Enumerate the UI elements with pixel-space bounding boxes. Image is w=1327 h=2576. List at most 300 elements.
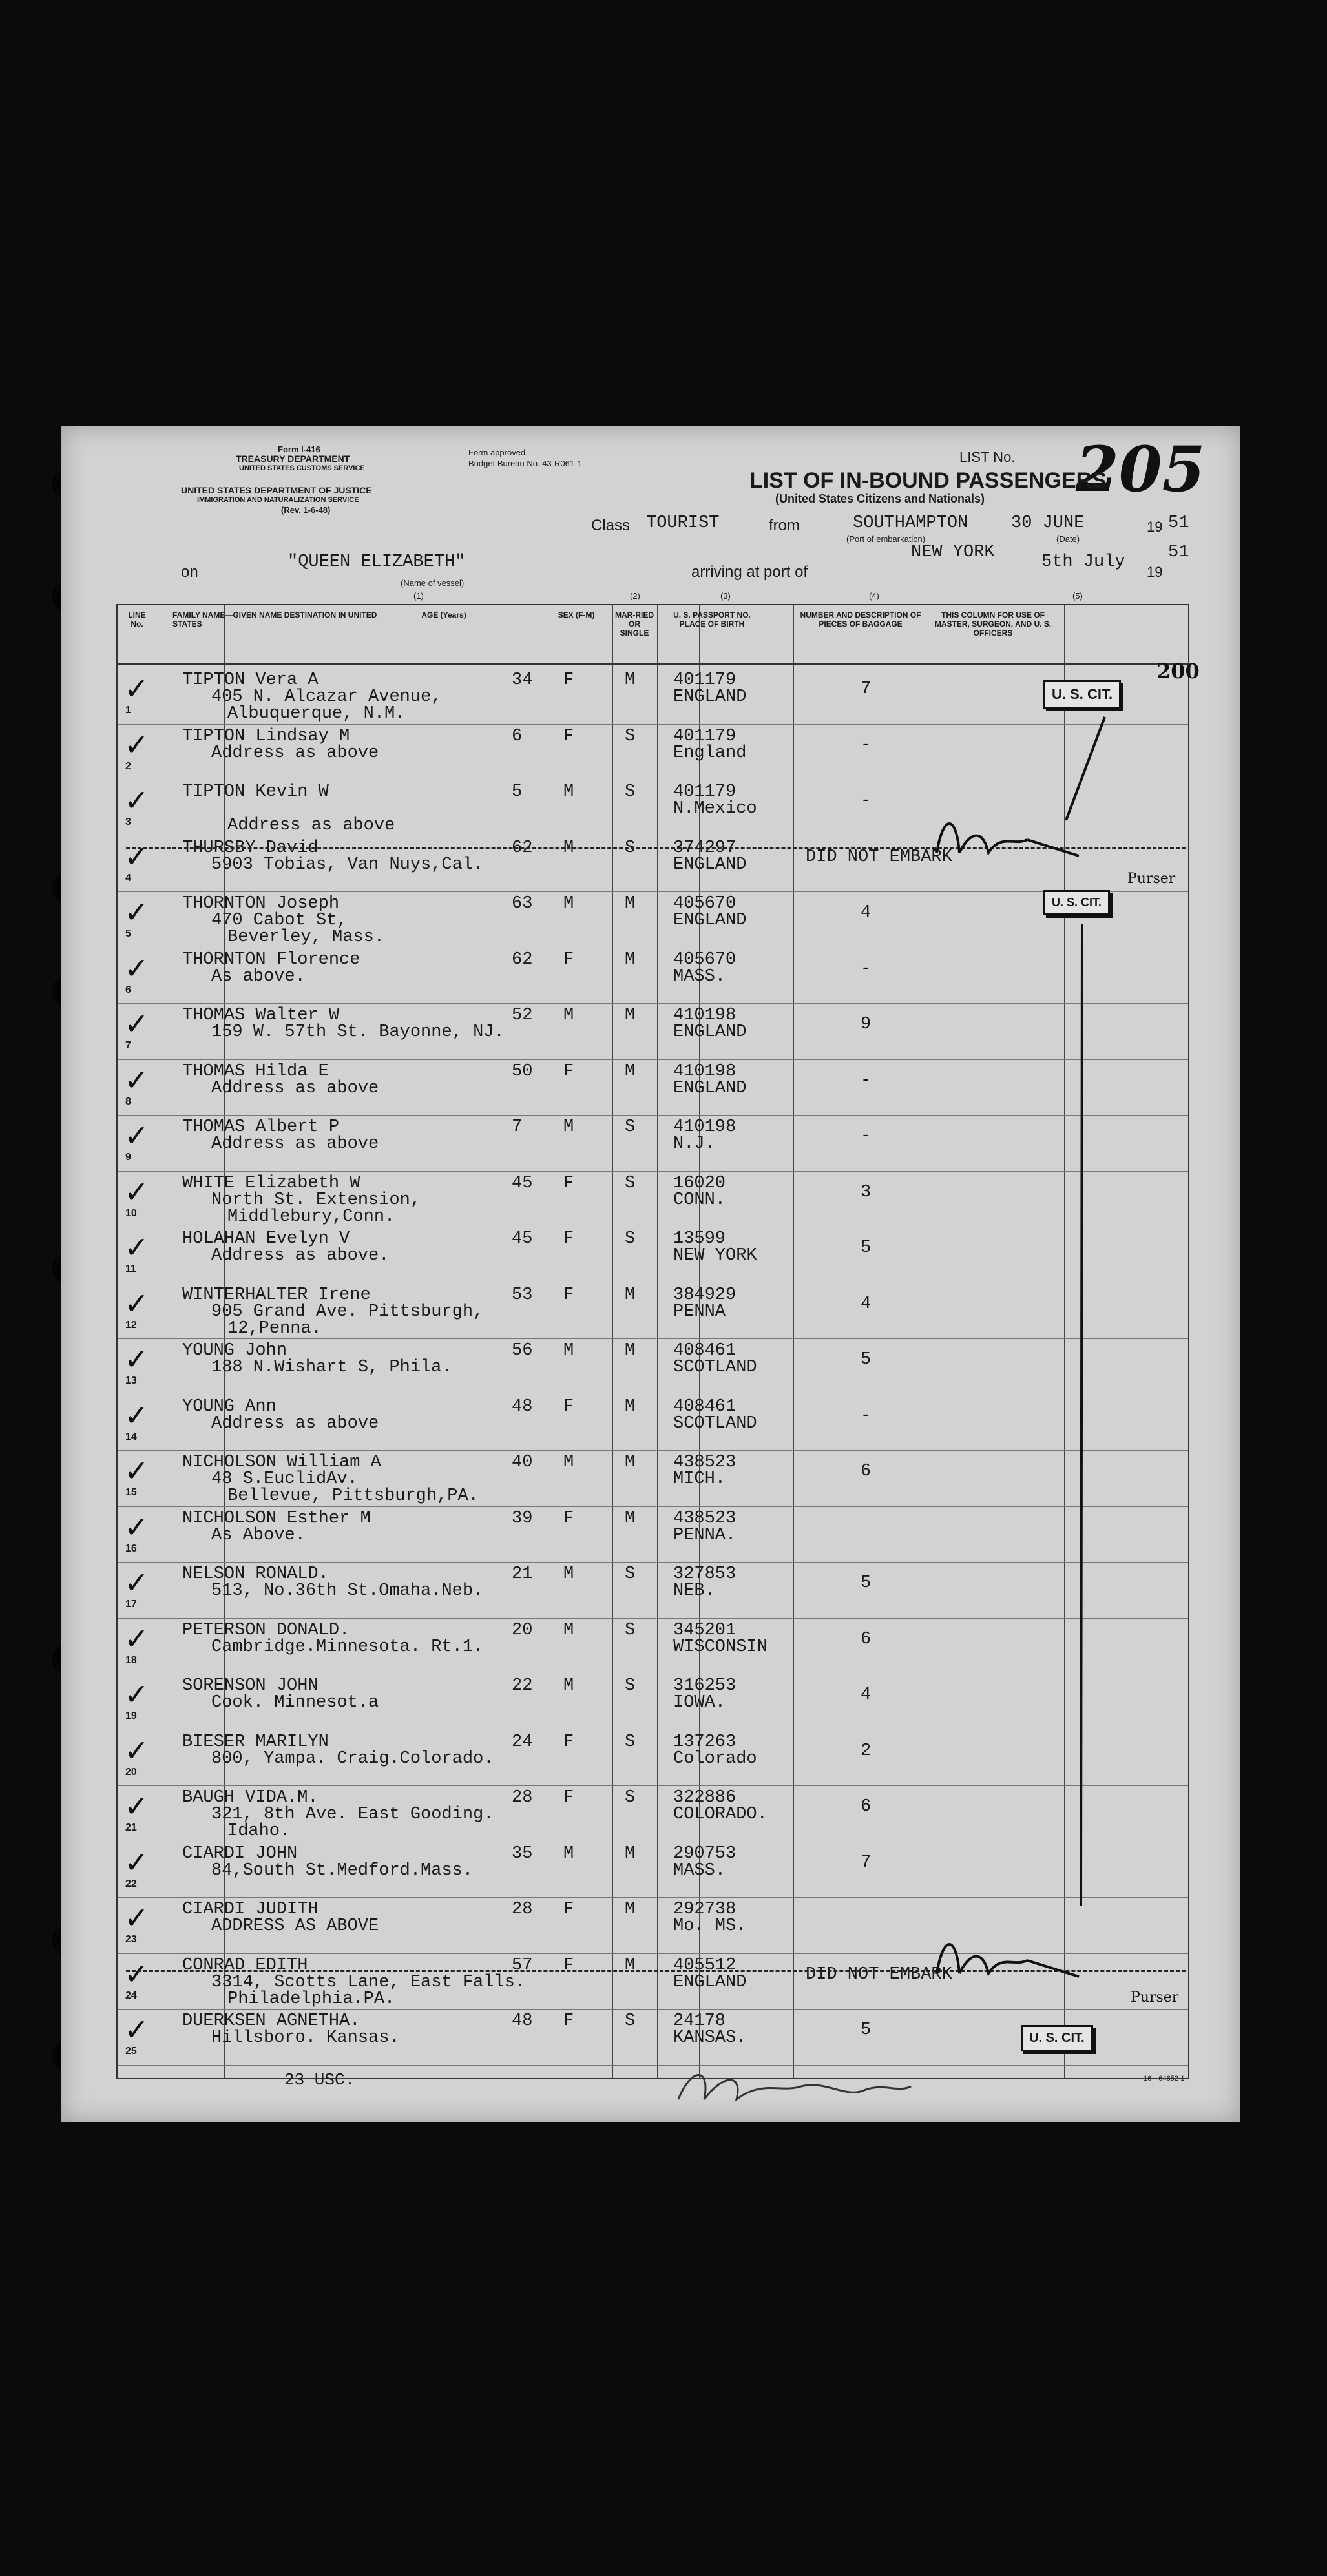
manifest-title: LIST OF IN-BOUND PASSENGERS (749, 468, 1107, 493)
table-row (118, 1283, 1188, 1340)
passport-number: 24178 (673, 2011, 726, 2031)
passport-number: 438523 (673, 1508, 737, 1528)
place-of-birth: SCOTLAND (673, 1358, 757, 1377)
baggage: 6 (861, 1462, 872, 1481)
baggage: 4 (861, 903, 872, 922)
passenger-age: 45 (512, 1229, 533, 1249)
table-row (118, 1172, 1188, 1228)
passenger-name: THORNTON Florence (182, 950, 360, 970)
passenger-name: YOUNG Ann (182, 1397, 277, 1417)
col-caption-4: (4) (869, 591, 879, 601)
passenger-name: CIARDI JUDITH (182, 1900, 319, 1919)
place-of-birth: Mo. MS. (673, 1916, 747, 1936)
passenger-age: 50 (512, 1061, 533, 1081)
passenger-name: THOMAS Walter W (182, 1006, 340, 1025)
passenger-sex: F (563, 1788, 574, 1807)
table-row (118, 1674, 1188, 1730)
passenger-age: 48 (512, 2011, 533, 2031)
passenger-age: 28 (512, 1788, 533, 1807)
passenger-sex: M (563, 1006, 574, 1025)
line-number: 6 (125, 984, 131, 995)
passenger-age: 53 (512, 1285, 533, 1305)
class-value: TOURIST (646, 514, 720, 533)
place-of-birth: CONN. (673, 1190, 726, 1210)
line-number: 15 (125, 1487, 137, 1498)
vessel-caption: (Name of vessel) (401, 578, 465, 588)
line-number: 5 (125, 928, 131, 939)
destination-address: Cambridge.Minnesota. Rt.1. (211, 1637, 484, 1657)
destination-address: As Above. (211, 1525, 306, 1545)
passenger-name: CONRAD EDITH (182, 1955, 308, 1975)
place-of-birth: ENGLAND (673, 911, 747, 930)
line-number: 18 (125, 1654, 137, 1666)
destination-address: Cook. Minnesot.a (211, 1693, 379, 1712)
table-row (118, 892, 1188, 948)
destination-address: Address as above (211, 1134, 379, 1154)
passport-number: 384929 (673, 1285, 737, 1305)
line-number: 19 (125, 1710, 137, 1721)
col-header-baggage: NUMBER AND DESCRIPTION OF PIECES OF BAGGAGE (800, 610, 921, 628)
marital-status: M (625, 1955, 636, 1975)
passport-number: 410198 (673, 1061, 737, 1081)
table-row (118, 1730, 1188, 1787)
marital-status: M (625, 1061, 636, 1081)
passenger-age: 57 (512, 1955, 533, 1975)
purser-annotation: Purser (1131, 1989, 1179, 2006)
line-number: 9 (125, 1152, 131, 1163)
check-mark-icon: ✓ (124, 1900, 149, 1935)
dept-treasury: TREASURY DEPARTMENT (236, 453, 350, 464)
footer-code: 23 USC. (284, 2070, 355, 2090)
passenger-sex: F (563, 1732, 574, 1752)
line-number: 1 (125, 705, 131, 716)
destination-address: 48 S.EuclidAv. (211, 1470, 358, 1489)
passenger-name: DUERKSEN AGNETHA. (182, 2011, 360, 2031)
marital-status: M (625, 1844, 636, 1864)
destination-address-line2: Philadelphia.PA. (227, 1989, 395, 2009)
line-number: 22 (125, 1878, 137, 1889)
check-mark-icon: ✓ (124, 1453, 149, 1488)
marital-status: S (625, 1173, 636, 1193)
check-mark-icon: ✓ (124, 1118, 149, 1153)
passport-number: 13599 (673, 1229, 726, 1249)
passenger-sex: F (563, 670, 574, 690)
passport-number: 410198 (673, 1117, 737, 1137)
destination-address: Hillsboro. Kansas. (211, 2028, 400, 2048)
us-citizen-stamp: U. S. CIT. (1021, 2025, 1093, 2051)
from-label: from (769, 517, 800, 534)
check-mark-icon: ✓ (124, 838, 149, 874)
baggage: 5 (861, 1350, 872, 1369)
col-header-line: LINE No. (128, 610, 146, 628)
destination-address: North St. Extension, (211, 1190, 421, 1210)
place-of-birth: MICH. (673, 1470, 726, 1489)
passenger-age: 52 (512, 1006, 533, 1025)
passenger-age: 56 (512, 1341, 533, 1360)
place-of-birth: NEB. (673, 1581, 715, 1601)
passenger-name: NICHOLSON Esther M (182, 1508, 371, 1528)
passenger-name: YOUNG John (182, 1341, 287, 1360)
marital-status: M (625, 1900, 636, 1919)
destination-address: 905 Grand Ave. Pittsburgh, (211, 1302, 484, 1322)
passenger-name: WINTERHALTER Irene (182, 1285, 371, 1305)
col-caption-5: (5) (1072, 591, 1083, 601)
check-mark-icon: ✓ (124, 1677, 149, 1712)
arriving-label: arriving at port of (691, 563, 808, 581)
passenger-sex: F (563, 1508, 574, 1528)
marital-status: S (625, 782, 636, 802)
place-of-birth: ENGLAND (673, 1023, 747, 1042)
destination-address: 188 N.Wishart S, Phila. (211, 1358, 452, 1377)
dept-treasury-sub: UNITED STATES CUSTOMS SERVICE (239, 464, 365, 472)
destination-address-line2: 12,Penna. (227, 1318, 322, 1338)
passport-number: 345201 (673, 1620, 737, 1640)
marital-status: S (625, 838, 636, 858)
passenger-sex: M (563, 1844, 574, 1864)
passenger-age: 6 (512, 726, 523, 746)
place-of-birth: COLORADO. (673, 1805, 768, 1824)
baggage: 7 (861, 680, 872, 699)
destination-address-line2: Middlebury,Conn. (227, 1207, 395, 1227)
baggage: 7 (861, 1853, 872, 1873)
purser-annotation: Purser (1127, 871, 1176, 887)
marital-status: S (625, 1564, 636, 1584)
total-count: 200 (1156, 659, 1200, 683)
destination-address-line2: Albuquerque, N.M. (227, 704, 406, 723)
check-mark-icon: ✓ (124, 1621, 149, 1656)
line-number: 11 (125, 1263, 136, 1274)
passenger-name: THORNTON Joseph (182, 894, 340, 913)
place-of-birth: NEW YORK (673, 1246, 757, 1265)
marital-status: M (625, 950, 636, 970)
passport-number: 374297 (673, 838, 737, 858)
destination-address: Address as above (211, 1413, 379, 1433)
baggage: - (861, 1406, 872, 1426)
line-number: 13 (125, 1375, 137, 1386)
passenger-age: 62 (512, 950, 533, 970)
passport-number: 322886 (673, 1788, 737, 1807)
check-mark-icon: ✓ (124, 1509, 149, 1544)
line-number: 8 (125, 1096, 131, 1107)
table-row (118, 1339, 1188, 1395)
class-label: Class (591, 517, 631, 534)
passenger-sex: F (563, 726, 574, 746)
baggage: DID NOT EMBARK (806, 1964, 952, 1984)
baggage: 4 (861, 1685, 872, 1705)
line-number: 10 (125, 1207, 137, 1219)
baggage: 3 (861, 1182, 872, 1202)
passenger-age: 62 (512, 838, 533, 858)
check-mark-icon: ✓ (124, 1174, 149, 1209)
place-of-birth: KANSAS. (673, 2028, 747, 2048)
baggage: - (861, 1070, 872, 1090)
baggage: 4 (861, 1294, 872, 1314)
col-header-officers: THIS COLUMN FOR USE OF MASTER, SURGEON, AND U. S. OFFICERS (934, 610, 1052, 638)
passenger-name: THOMAS Hilda E (182, 1061, 329, 1081)
check-mark-icon: ✓ (124, 1844, 149, 1880)
dept-justice: UNITED STATES DEPARTMENT OF JUSTICE (181, 485, 372, 495)
destination-address: 470 Cabot St, (211, 911, 348, 930)
passenger-sex: F (563, 2011, 574, 2031)
place-of-birth: ENGLAND (673, 687, 747, 707)
passenger-age: 45 (512, 1173, 533, 1193)
check-mark-icon: ✓ (124, 1789, 149, 1823)
table-row (118, 1842, 1188, 1898)
passenger-sex: F (563, 1285, 574, 1305)
table-row (118, 1507, 1188, 1563)
marital-status: M (625, 1006, 636, 1025)
baggage: - (861, 1127, 872, 1146)
destination-address: 321, 8th Ave. East Gooding. (211, 1805, 494, 1824)
place-of-birth: IOWA. (673, 1693, 726, 1712)
check-mark-icon: ✓ (124, 1732, 149, 1768)
baggage: - (861, 735, 872, 755)
vessel-name: "QUEEN ELIZABETH" (287, 552, 466, 572)
passport-number: 405670 (673, 950, 737, 970)
check-mark-icon: ✓ (124, 1230, 149, 1265)
passenger-name: NICHOLSON William A (182, 1453, 381, 1472)
place-of-birth: N.J. (673, 1134, 715, 1154)
list-no-label: LIST No. (959, 449, 1016, 465)
table-row (118, 1619, 1188, 1675)
place-of-birth: PENNA. (673, 1525, 737, 1545)
on-label: on (181, 563, 198, 581)
passport-number: 327853 (673, 1564, 737, 1584)
passport-number: 405512 (673, 1955, 737, 1975)
passport-number: 401179 (673, 670, 737, 690)
passport-number: 16020 (673, 1173, 726, 1193)
passenger-sex: M (563, 1341, 574, 1360)
us-citizen-stamp: U. S. CIT. (1043, 680, 1121, 709)
marital-status: S (625, 1229, 636, 1249)
passenger-age: 7 (512, 1117, 523, 1137)
passenger-name: BAUGH VIDA.M. (182, 1788, 319, 1807)
passenger-sex: M (563, 1676, 574, 1696)
line-number: 14 (125, 1431, 137, 1442)
place-of-birth: SCOTLAND (673, 1413, 757, 1433)
passenger-age: 63 (512, 894, 533, 913)
passenger-age: 20 (512, 1620, 533, 1640)
arrival-port: NEW YORK (911, 543, 995, 562)
destination-address: Address as above. (211, 1246, 390, 1265)
marital-status: M (625, 670, 636, 690)
passenger-sex: F (563, 1900, 574, 1919)
passenger-sex: F (563, 1955, 574, 1975)
port-of-embarkation: SOUTHAMPTON (853, 514, 968, 533)
destination-address: 800, Yampa. Craig.Colorado. (211, 1749, 494, 1769)
year-prefix: 19 (1147, 519, 1163, 535)
destination-address: 513, No.36th St.Omaha.Neb. (211, 1581, 484, 1601)
passenger-name: WHITE Elizabeth W (182, 1173, 360, 1193)
passenger-sex: F (563, 1397, 574, 1417)
destination-address: Address as above (211, 743, 379, 763)
passenger-sex: M (563, 1117, 574, 1137)
check-mark-icon: ✓ (124, 2012, 149, 2047)
passenger-name: CIARDI JOHN (182, 1844, 298, 1864)
passenger-name: NELSON RONALD. (182, 1564, 329, 1584)
table-row (118, 1116, 1188, 1172)
form-number: Form I-416 (278, 444, 320, 454)
destination-address: 3314, Scotts Lane, East Falls. (211, 1972, 526, 1992)
print-number: 16—64652-1 (1144, 2075, 1185, 2083)
passenger-age: 22 (512, 1676, 533, 1696)
table-row (118, 948, 1188, 1004)
place-of-birth: PENNA (673, 1302, 726, 1322)
passport-number: 137263 (673, 1732, 737, 1752)
place-of-birth: ENGLAND (673, 1972, 747, 1992)
destination-address: 84,South St.Medford.Mass. (211, 1860, 474, 1880)
passenger-sex: M (563, 1620, 574, 1640)
col-caption-1: (1) (413, 591, 424, 601)
check-mark-icon: ✓ (124, 1956, 149, 1991)
destination-address: 405 N. Alcazar Avenue, (211, 687, 442, 707)
passenger-sex: F (563, 1229, 574, 1249)
table-row (118, 1004, 1188, 1060)
baggage: 5 (861, 1574, 872, 1593)
us-citizen-stamp: U. S. CIT. (1043, 890, 1110, 915)
dept-justice-sub: IMMIGRATION AND NATURALIZATION SERVICE (197, 496, 359, 504)
passenger-name: THOMAS Albert P (182, 1117, 340, 1137)
check-mark-icon: ✓ (124, 1062, 149, 1097)
destination-address-line2: Beverley, Mass. (227, 928, 385, 947)
table-row (118, 725, 1188, 781)
marital-status: M (625, 1397, 636, 1417)
table-row (118, 1227, 1188, 1283)
baggage: 5 (861, 2020, 872, 2040)
line-number: 25 (125, 2046, 137, 2057)
passenger-name: HOLAHAN Evelyn V (182, 1229, 350, 1249)
passenger-age: 35 (512, 1844, 533, 1864)
col-header-passport: U. S. PASSPORT NO. PLACE OF BIRTH (673, 610, 751, 628)
passport-number: 290753 (673, 1844, 737, 1864)
officer-signature (930, 1928, 1098, 1999)
date-caption: (Date) (1056, 534, 1080, 544)
line-number: 20 (125, 1766, 137, 1778)
form-approved: Form approved. (468, 448, 528, 457)
passport-number: 401179 (673, 782, 737, 802)
marital-status: M (625, 1453, 636, 1472)
table-row (118, 1395, 1188, 1451)
passenger-age: 34 (512, 670, 533, 690)
marital-status: M (625, 1285, 636, 1305)
baggage: - (861, 959, 872, 979)
line-number: 24 (125, 1989, 137, 2001)
place-of-birth: Colorado (673, 1749, 757, 1769)
passenger-name: SORENSON JOHN (182, 1676, 319, 1696)
passenger-name: TIPTON Kevin W (182, 782, 329, 802)
officer-stroke (1069, 917, 1095, 1912)
line-number: 23 (125, 1934, 137, 1945)
destination-address: 159 W. 57th St. Bayonne, NJ. (211, 1023, 505, 1042)
check-mark-icon: ✓ (124, 1565, 149, 1600)
passenger-sex: F (563, 1061, 574, 1081)
passenger-sex: F (563, 950, 574, 970)
table-row (118, 1451, 1188, 1507)
place-of-birth: WISCONSIN (673, 1637, 768, 1657)
line-number: 7 (125, 1040, 131, 1051)
place-of-birth: N.Mexico (673, 799, 757, 818)
marital-status: M (625, 1341, 636, 1360)
passenger-age: 21 (512, 1564, 533, 1584)
place-of-birth: ENGLAND (673, 1078, 747, 1098)
passport-number: 438523 (673, 1453, 737, 1472)
check-mark-icon: ✓ (124, 1397, 149, 1433)
passport-number: 401179 (673, 726, 737, 746)
check-mark-icon: ✓ (124, 895, 149, 930)
budget-bureau: Budget Bureau No. 43-R061-1. (468, 459, 585, 468)
place-of-birth: England (673, 743, 747, 763)
marital-status: S (625, 726, 636, 746)
table-row (118, 1786, 1188, 1842)
passenger-age: 24 (512, 1732, 533, 1752)
passenger-age: 48 (512, 1397, 533, 1417)
col-header-sex: SEX (F-M) (558, 610, 595, 619)
passenger-name: THURSBY David (182, 838, 319, 858)
check-mark-icon: ✓ (124, 671, 149, 706)
port-embark-caption: (Port of embarkation) (846, 534, 926, 544)
check-mark-icon: ✓ (124, 727, 149, 762)
officer-stroke (1060, 711, 1111, 827)
passenger-sex: M (563, 894, 574, 913)
marital-status: S (625, 1676, 636, 1696)
baggage: 6 (861, 1629, 872, 1649)
passport-number: 316253 (673, 1676, 737, 1696)
check-mark-icon: ✓ (124, 1285, 149, 1321)
check-mark-icon: ✓ (124, 1006, 149, 1041)
passenger-age: 40 (512, 1453, 533, 1472)
col-caption-3: (3) (720, 591, 731, 601)
passenger-name: TIPTON Lindsay M (182, 726, 350, 746)
table-row (118, 1060, 1188, 1116)
destination-address: Address as above (211, 1078, 379, 1098)
passenger-name: BIESER MARILYN (182, 1732, 329, 1752)
passenger-sex: M (563, 1453, 574, 1472)
passport-number: 410198 (673, 1006, 737, 1025)
passenger-sex: M (563, 1564, 574, 1584)
list-number: 205 (1076, 433, 1206, 506)
departure-year: 51 (1168, 514, 1189, 533)
place-of-birth: ENGLAND (673, 855, 747, 875)
line-number: 12 (125, 1319, 137, 1331)
line-number: 4 (125, 872, 131, 884)
baggage: 5 (861, 1238, 872, 1258)
destination-address: ADDRESS AS ABOVE (211, 1916, 379, 1936)
arrival-date: 5th July (1041, 552, 1125, 572)
arrival-year: 51 (1168, 543, 1189, 562)
baggage: 2 (861, 1741, 872, 1761)
marital-status: S (625, 1117, 636, 1137)
passenger-name: PETERSON DONALD. (182, 1620, 350, 1640)
passport-number: 292738 (673, 1900, 737, 1919)
line-number: 21 (125, 1822, 137, 1833)
col-caption-2: (2) (630, 591, 640, 601)
baggage: 9 (861, 1015, 872, 1034)
inspector-signature (672, 2061, 917, 2112)
check-mark-icon: ✓ (124, 783, 149, 818)
line-number: 3 (125, 816, 131, 827)
col-header-age: AGE (Years) (421, 610, 466, 619)
destination-address: 5903 Tobias, Van Nuys,Cal. (211, 855, 484, 875)
check-mark-icon: ✓ (124, 950, 149, 986)
destination-address-line2: Bellevue, Pittsburgh,PA. (227, 1486, 479, 1506)
baggage: DID NOT EMBARK (806, 847, 952, 867)
destination-address-line2: Address as above (227, 816, 395, 835)
marital-status: S (625, 1732, 636, 1752)
passenger-age: 28 (512, 1900, 533, 1919)
destination-address-line2: Idaho. (227, 1822, 291, 1841)
col-header-name: FAMILY NAME—GIVEN NAME DESTINATION IN UNITED STATES (172, 610, 377, 628)
passenger-sex: M (563, 838, 574, 858)
